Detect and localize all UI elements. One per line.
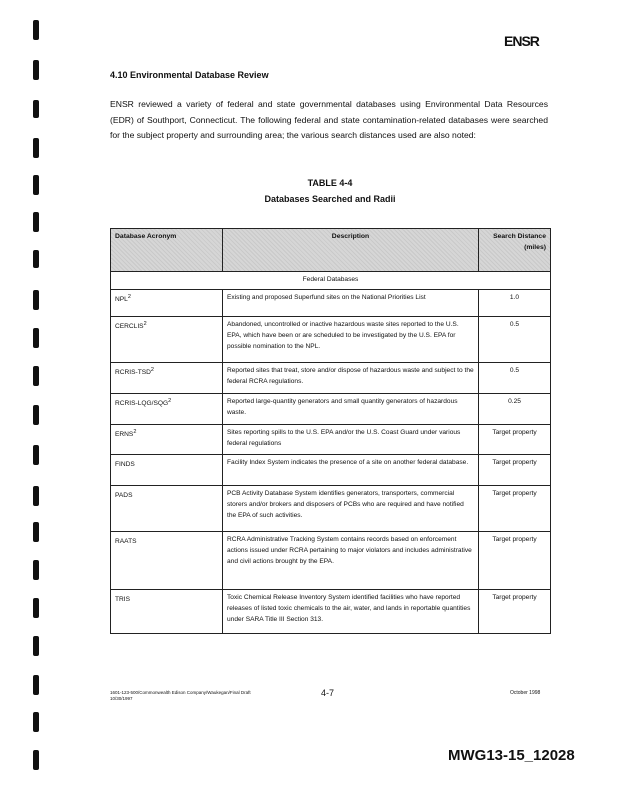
acronym-cell	[111, 590, 223, 634]
acronym-cell	[111, 317, 223, 363]
table-row	[111, 425, 551, 455]
binder-hole	[33, 405, 39, 425]
description-cell: Facility Index System indicates the presence of a site on another federal database.	[223, 455, 479, 486]
table-row	[111, 590, 551, 634]
footer-reference-line1: 1601-123-500/Commonwealth Edison Company/Waukegan/Final Draft	[110, 690, 251, 695]
section-heading: 4.10 Environmental Database Review	[110, 70, 269, 80]
acronym-cell	[111, 532, 223, 590]
header-acronym: Database Acronym	[111, 229, 223, 272]
binder-hole	[33, 138, 39, 158]
footnote-marker: 2	[127, 294, 131, 300]
page-number: 4-7	[321, 688, 335, 698]
distance-cell: 0.25	[479, 394, 551, 425]
acronym-cell	[111, 363, 223, 394]
acronym-text: PADS	[115, 492, 133, 500]
table-group-row	[111, 272, 551, 290]
distance-cell: 0.5	[479, 317, 551, 363]
binder-hole	[33, 486, 39, 506]
binder-hole	[33, 522, 39, 542]
acronym-text: FINDS	[115, 461, 135, 469]
table-row	[111, 317, 551, 363]
table-caption	[110, 175, 550, 207]
header-search-distance: Search Distance (miles)	[479, 229, 551, 272]
distance-cell: 1.0	[479, 290, 551, 317]
binder-hole	[33, 712, 39, 732]
acronym-cell	[111, 425, 223, 455]
binder-hole	[33, 212, 39, 232]
binder-hole	[33, 366, 39, 386]
footer-reference	[110, 690, 251, 702]
binder-hole	[33, 560, 39, 580]
binder-hole	[33, 100, 39, 118]
distance-cell: Target property	[479, 425, 551, 455]
footer-date: October 1998	[510, 690, 541, 696]
binder-hole	[33, 175, 39, 195]
acronym-text: TRIS	[115, 596, 131, 604]
footnote-marker: 2	[168, 398, 172, 404]
table-row	[111, 486, 551, 532]
footer-reference-line2: 10/30/1997	[110, 696, 133, 701]
footnote-marker: 2	[143, 321, 147, 327]
binder-hole	[33, 60, 39, 80]
distance-cell: Target property	[479, 486, 551, 532]
binder-hole	[33, 250, 39, 268]
header-description: Description	[223, 229, 479, 272]
acronym-cell	[111, 394, 223, 425]
table-title: TABLE 4-4	[307, 178, 353, 188]
description-cell: Toxic Chemical Release Inventory System identified facilities who have reported releases of listed toxic chemicals to the air, water, and lands in reportable quantities under SARA Title III Section 313.	[223, 590, 479, 634]
binder-hole	[33, 290, 39, 310]
description-cell: Existing and proposed Superfund sites on the National Priorities List	[223, 290, 479, 317]
acronym-text: RAATS	[115, 538, 137, 546]
acronym-text: RCRIS-TSD	[115, 369, 151, 377]
binder-hole	[33, 328, 39, 348]
group-label: Federal Databases	[111, 272, 551, 290]
description-cell: PCB Activity Database System identifies generators, transporters, commercial storers and/or brokers and disposers of PCBs who are required and have notified the EPA of such activities.	[223, 486, 479, 532]
table-row	[111, 394, 551, 425]
footnote-marker: 2	[150, 367, 154, 373]
table-row	[111, 290, 551, 317]
intro-paragraph: ENSR reviewed a variety of federal and state governmental databases using Environmental Data Resources (EDR) of Southport, Connecticut. The following federal and state contamination-related databases were searched for the subject property and surrounding area; the various search distances used are also noted:	[110, 99, 548, 140]
binder-hole	[33, 20, 39, 40]
description-cell: Abandoned, uncontrolled or inactive hazardous waste sites reported to the U.S. EPA, which have been or are scheduled to be investigated by the U.S. EPA for possible nomination to the NPL.	[223, 317, 479, 363]
acronym-text: RCRIS-LQG/SQG	[115, 400, 169, 408]
distance-cell: Target property	[479, 455, 551, 486]
distance-cell: 0.5	[479, 363, 551, 394]
binder-hole	[33, 675, 39, 695]
acronym-cell	[111, 455, 223, 486]
acronym-cell	[111, 290, 223, 317]
distance-cell: Target property	[479, 590, 551, 634]
binder-hole	[33, 598, 39, 618]
document-id-stamp: MWG13-15_12028	[448, 747, 575, 764]
footnote-marker: 2	[133, 429, 137, 435]
table-row	[111, 532, 551, 590]
acronym-text: ERNS	[115, 431, 134, 439]
description-cell: Reported large-quantity generators and small quantity generators of hazardous waste.	[223, 394, 479, 425]
binder-hole	[33, 445, 39, 465]
acronym-text: NPL	[115, 296, 128, 304]
binder-hole	[33, 636, 39, 656]
distance-cell: Target property	[479, 532, 551, 590]
description-cell: Sites reporting spills to the U.S. EPA and/or the U.S. Coast Guard under various federal regulations	[223, 425, 479, 455]
table-header-row	[111, 229, 551, 272]
table-row	[111, 455, 551, 486]
description-cell: Reported sites that treat, store and/or dispose of hazardous waste and subject to the federal RCRA regulations.	[223, 363, 479, 394]
table-row	[111, 363, 551, 394]
ensr-logo: ENSR	[504, 33, 539, 49]
acronym-cell	[111, 486, 223, 532]
table-subtitle: Databases Searched and Radii	[264, 194, 396, 204]
databases-table	[110, 228, 551, 634]
binder-hole	[33, 750, 39, 770]
description-cell: RCRA Administrative Tracking System contains records based on enforcement actions issued under RCRA pertaining to major violators and includes administrative and civil actions brought by the EPA.	[223, 532, 479, 590]
acronym-text: CERCLIS	[115, 323, 144, 331]
